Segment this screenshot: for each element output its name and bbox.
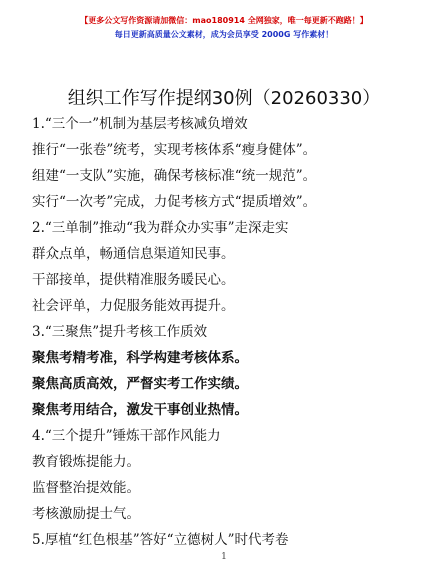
outline-item: 推行“一张卷”统考，实现考核体系“瘦身健体”。 (32, 142, 317, 158)
outline-item: 聚焦高质高效，严督实考工作实绩。 (32, 376, 248, 392)
outline-item: 教育锻炼提能力。 (32, 454, 140, 470)
outline-item: 实行“一次考”完成，力促考核方式“提质增效”。 (32, 194, 317, 210)
outline-heading: 4.“三个提升”锤炼干部作风能力 (32, 428, 221, 444)
outline-item: 监督整治提效能。 (32, 480, 140, 496)
outline-heading: 5.厚植“红色根基”答好“立德树人”时代考卷 (32, 532, 289, 548)
promo-banner-line-1: 【更多公文写作资源请加微信：mao180914 全网独家，唯一每更新不跑路！】 (80, 16, 368, 25)
outline-item: 社会评单，力促服务能效再提升。 (32, 298, 235, 314)
outline-item: 聚焦考精考准，科学构建考核体系。 (32, 350, 248, 366)
outline-item: 考核激励提士气。 (32, 506, 140, 522)
outline-heading: 2.“三单制”推动“我为群众办实事”走深走实 (32, 220, 289, 236)
outline-heading: 1.“三个一”机制为基层考核减负增效 (32, 116, 248, 132)
page-number: 1 (221, 552, 227, 562)
outline-item: 群众点单，畅通信息渠道知民事。 (32, 246, 235, 262)
outline-item: 聚焦考用结合，激发干事创业热情。 (32, 402, 248, 418)
outline-heading: 3.“三聚焦”提升考核工作质效 (32, 324, 208, 340)
promo-banner-line-2: 每日更新高质量公文素材，成为会员享受 2000G 写作素材！ (114, 30, 334, 39)
outline-item: 组建“一支队”实施，确保考核标准“统一规范”。 (32, 168, 317, 184)
document-title: 组织工作写作提纲30例（20260330） (67, 88, 381, 109)
outline-item: 干部接单，提供精准服务暖民心。 (32, 272, 235, 288)
